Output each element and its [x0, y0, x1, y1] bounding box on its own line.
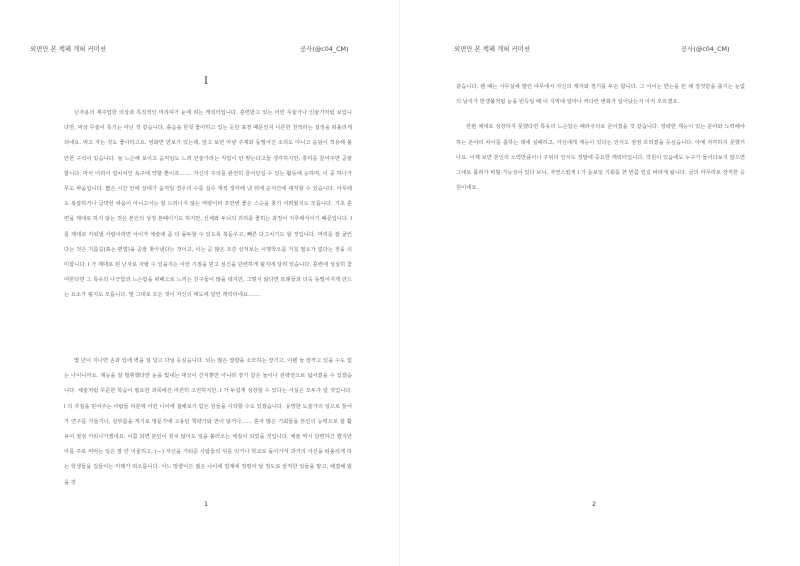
chapter-mark: I: [204, 76, 208, 87]
right-page: [400, 0, 800, 566]
body-text-block: [64, 354, 352, 491]
header-author: 공사(@c04_CM): [300, 45, 349, 53]
header-author: 공사(@c04_CM): [681, 45, 730, 53]
page-number: 2: [591, 500, 597, 508]
body-text-block: [456, 80, 745, 196]
paragraph: 닌자용의 재주업한 의상과 특징적인 머리띠가 눈에 띄는 캐릭터입니다. 훈련받고 있는 어린 무술가나 인술가처럼 보입니다만, 막상 무술이 특기는 아닌 것 같습니다. 출음을 한칫 좋아하고 있는 듯한 표정 때문인지 나른한 천적라는 설정을 떠올리게 되네요. 먹고 자는 것도 좋아하고요. 영화반 연보가 있는데, 앞고 보면 마냥 주제와 동떨어진 소리도 아니고 음덤이 적용해 볼 만한 구석이 있습니다. 늘 느슨해 보이고 음직임도 느려 인술가라는 직업이 안 맞는다고들 생각하지만, 흥미를 끌어주면 곧잘 합니다. 마치 어려서 얼차치인 욕구에 약할 뿐이죠……. 자신의 주의를 완전히 끌어당길 수 있는 활동에 능하며, 이 중 하나가 무도 싸움입니다. 짧은 시간 안에 상대가 움직일 경우의 수를 십수 개씩 생각해 낸 뒤에 순식간에 대처할 수 있습니다. 아무래도 복잡하거나 급박한 싸움이 아니고서는 잘 드러나지 않는 역량이라 조만번 좋은 스승을 찾기 어려웠지도 모릅니다. 기초 훈련을 제대로 하지 않는 것은 본인의 성정 본때이기도 하지만, 신체와 두뇌의 괴리를 좋히는 과정이 지루해서이기 때문입니다. I 를 제대로 키워낼 사람이라면 아이가 체술에 좀 더 몰두할 수 있도록 북돋우고, 빼른 다그치기도 할 것입니다. 머리를 잘 굴린다는 것은 지름길(표는 편법)을 곧잘 찾아낸다는 것이고, 이는 곧 많은 조쓴 상처보는 시행착오를 거칠 필요가 없다는 것을 의미합니다. I 가 제대로 된 닌자로 자랄 수 있을지는 이런 기질을 믿고 심신을 단련하게 될지에 달려 있습니다. 훈련에 성실히 참여한다면 그 특유의 나긋함과 느슨함을 떠베으로 느끼는 친구들이 많을 테지만, 그렇지 않다면 또래들과 더욱 동떨어지게 만드는 요소가 될지도 모릅니다. 말 그대로 모든 것이 자신의 태도에 달린 캐릭터네요…….: [64, 110, 352, 299]
header-title: 외면만 본 책페 개혀 커미션: [454, 45, 531, 53]
paragraph: 같습니다. 웬 때는 사무실에 말린 야무에서 자신의 제자와 장기를 두곤 합니다. 그 아이는 반는을 뜬 채 장것받을 출기는 눈없의 남자가 반갱불처럼 눈을 빈득일 때 이 지역에 얼마나 커다란 변화가 일어났는지 아직 모르겠죠.: [456, 84, 745, 106]
header-title: 외면만 본 책페 개혀 커미션: [30, 45, 107, 53]
paragraph: 한편 체대로 성장하지 못했다면 특유의 느슨함은 패라주의로 굳어졌을 것 같습니다. 영략한 재능이 있는 분야와 노력해야 하는 분야의 차이를 좁하는 데에 실패하고, 자신에게 재능이 있다는 인식도 점점 흐려졌을 듯싶습니다. 아예 자각하지 못했거나요. 이제 보면 본인의 노력만큼이나 주위의 인식도 정말에 중요한 캐릭터입니다. 작원이 있음에도 누구가 들어다보지 않으면 그대로 틀려가 버릴 가능성이 있다 보니, 자연스럽게 I 가 돋보일 기회를 한 번쯤 얻길 바라게 됩니다. 글의 마무리로 장직한 응원이네요.: [456, 124, 745, 192]
body-text-block: [64, 106, 352, 304]
page-number: 1: [203, 500, 209, 508]
paragraph: 몇 년이 지나면 손과 입에 벽을 걸 달고 다닐 듯싶습니다. 뇌는 많은 열량을 소모하는 장기고, 이렌 늘 장까고 있을 수도 없는 나이니까요. 재능을 잘 발휘했다면 눈을 빛내는 대상이 간식뿐만 아니라 장기 같은 놀이나 전략전으로 넓어졌을 수 있겠습니다. 체술처럼 꾸준한 학습이 필요한 과목에선 여전히 고전하지만, I 가 두섭게 성장할 수 있다는 사실은 모두가 알 것입니다. I 의 자질을 믿어주는 사람들 덕분에 어린 나이에 철해보기 힘든 임들을 시작할 수도 있겠습니다. 유망한 도술가의 일으로 들어가 연구를 거들거나, 심부름을 게기로 명문가에 고용된 책략가와 연이 닿거나…… 혼자 많은 기회들을 본인의 능력으로 잘 활용어 점점 키워나가겠네요. 이쯤 되면 본인이 원치 않아도 일을 불러오는 체질이 되었을 것입니다. 체술 역시 단련하긴 했지만 아를 주로 써먹는 일은 잘 안 어울리고, (—) 자신을 거워준 사람들의 뒤를 잇거나 학교로 돌아가서 과거의 자신을 떠올리게 하는 학생들을 길들이는 미래가 떠오릅니다. 어느 방향이든 젊은 나이에 업계에 정평이 날 정도로 끝직한 일들을 맡고, 해결해 왔을 것: [64, 358, 352, 486]
